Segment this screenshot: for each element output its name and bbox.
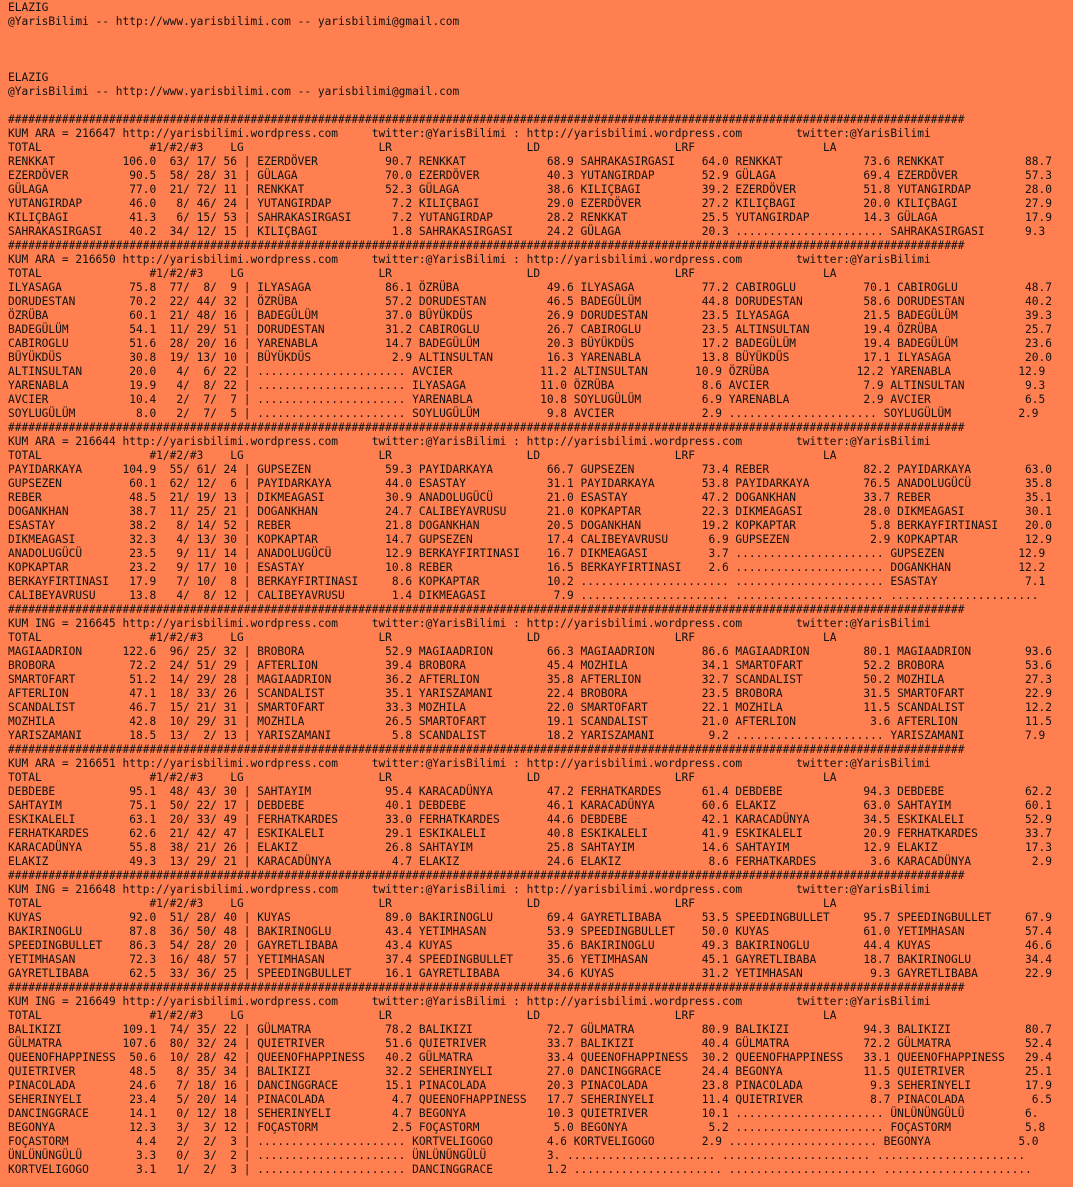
result-row: KOPKAPTAR 23.2 9/ 17/ 10 | ESASTAY 10.8 REBER 16.5 BERKAYFIRTINASI 2.6 ...................... DOGANKHAN 12.2 [8, 561, 1046, 574]
column-header-line: TOTAL #1/#2/#3 LG LR LD LRF LA [8, 267, 837, 280]
separator-line: ############################################################################################################################################## [8, 981, 965, 994]
result-row: BERKAYFIRTINASI 17.9 7/ 10/ 8 | BERKAYFIRTINASI 8.6 KOPKAPTAR 10.2 ...................... ...................... ESASTAY 7.1 [8, 575, 1046, 588]
result-row: EZERDÖVER 90.5 58/ 28/ 31 | GÜLAGA 70.0 EZERDÖVER 40.3 YUTANGIRDAP 52.9 GÜLAGA 69.4 EZERDÖVER 57.3 [8, 169, 1052, 182]
result-row: KORTVELIGOGO 3.1 1/ 2/ 3 | ...................... DANCINGGRACE 1.2 ...................... ...................... ...................... [8, 1163, 1032, 1176]
result-row: QUEENOFHAPPINESS 50.6 10/ 28/ 42 | QUEENOFHAPPINESS 40.2 GÜLMATRA 33.4 QUEENOFHAPPINESS 30.2 QUEENOFHAPPINESS 33.1 QUEENOFHAPPINESS 29.4 [8, 1051, 1052, 1064]
result-row: ÖZRÜBA 60.1 21/ 48/ 16 | BADEGÜLÜM 37.0 BÜYÜKDÜS 26.9 DORUDESTAN 23.5 ILYASAGA 21.5 BADEGÜLÜM 39.3 [8, 309, 1052, 322]
race-header-line: KUM ARA = 216647 http://yarisbilimi.wordpress.com twitter:@YarisBilimi : http://yarisbilimi.wordpress.com twitter:@YarisBilimi [8, 127, 931, 140]
result-row: KARACADÜNYA 55.8 38/ 21/ 26 | ELAKIZ 26.8 SAHTAYIM 25.8 SAHTAYIM 14.6 SAHTAYIM 12.9 ELAKIZ 17.3 [8, 841, 1052, 854]
result-row: DORUDESTAN 70.2 22/ 44/ 32 | ÖZRÜBA 57.2 DORUDESTAN 46.5 BADEGÜLÜM 44.8 DORUDESTAN 58.6 DORUDESTAN 40.2 [8, 295, 1052, 308]
result-row: PINACOLADA 24.6 7/ 18/ 16 | DANCINGGRACE 15.1 PINACOLADA 20.3 PINACOLADA 23.8 PINACOLADA 9.3 SEHERINYELI 17.9 [8, 1079, 1052, 1092]
blank-line [8, 99, 1073, 113]
result-row: RENKKAT 106.0 63/ 17/ 56 | EZERDÖVER 90.7 RENKKAT 68.9 SAHRAKASIRGASI 64.0 RENKKAT 73.6 RENKKAT 88.7 [8, 155, 1052, 168]
column-header-line: TOTAL #1/#2/#3 LG LR LD LRF LA [8, 897, 837, 910]
separator-line: ############################################################################################################################################## [8, 743, 965, 756]
result-row: DANCINGGRACE 14.1 0/ 12/ 18 | SEHERINYELI 4.7 BEGONYA 10.3 QUIETRIVER 10.1 ...................... ÜNLÜNÜNGÜLÜ 6. [8, 1107, 1039, 1120]
result-row: KILIÇBAGI 41.3 6/ 15/ 53 | SAHRAKASIRGASI 7.2 YUTANGIRDAP 28.2 RENKKAT 25.5 YUTANGIRDAP 14.3 GÜLAGA 17.9 [8, 211, 1052, 224]
result-row: DEBDEBE 95.1 48/ 43/ 30 | SAHTAYIM 95.4 KARACADÜNYA 47.2 FERHATKARDES 61.4 DEBDEBE 94.3 DEBDEBE 62.2 [8, 785, 1052, 798]
city-title: ELAZIG [8, 1, 49, 14]
column-header-line: TOTAL #1/#2/#3 LG LR LD LRF LA [8, 771, 837, 784]
result-row: YARISZAMANI 18.5 13/ 2/ 13 | YARISZAMANI 5.8 SCANDALIST 18.2 YARISZAMANI 9.2 ...................... YARISZAMANI 7.9 [8, 729, 1046, 742]
separator-line: ############################################################################################################################################## [8, 603, 965, 616]
result-row: BROBORA 72.2 24/ 51/ 29 | AFTERLION 39.4 BROBORA 45.4 MOZHILA 34.1 SMARTOFART 52.2 BROBORA 53.6 [8, 659, 1052, 672]
result-row: SEHERINYELI 23.4 5/ 20/ 14 | PINACOLADA 4.7 QUEENOFHAPPINESS 17.7 SEHERINYELI 11.4 QUIETRIVER 8.7 PINACOLADA 6.5 [8, 1093, 1052, 1106]
site-info-line: @YarisBilimi -- http://www.yarisbilimi.com -- yarisbilimi@gmail.com [8, 15, 460, 28]
result-row: BADEGÜLÜM 54.1 11/ 29/ 51 | DORUDESTAN 31.2 CABIROGLU 26.7 CABIROGLU 23.5 ALTINSULTAN 19.4 ÖZRÜBA 25.7 [8, 323, 1052, 336]
blank-line [8, 43, 1073, 57]
race-header-line: KUM ARA = 216644 http://yarisbilimi.wordpress.com twitter:@YarisBilimi : http://yarisbilimi.wordpress.com twitter:@YarisBilimi [8, 435, 931, 448]
result-row: SCANDALIST 46.7 15/ 21/ 31 | SMARTOFART 33.3 MOZHILA 22.0 SMARTOFART 22.1 MOZHILA 11.5 SCANDALIST 12.2 [8, 701, 1052, 714]
site-info-line: @YarisBilimi -- http://www.yarisbilimi.com -- yarisbilimi@gmail.com [8, 85, 460, 98]
result-row: YUTANGIRDAP 46.0 8/ 46/ 24 | YUTANGIRDAP 7.2 KILIÇBAGI 29.0 EZERDÖVER 27.2 KILIÇBAGI 20.0 KILIÇBAGI 27.9 [8, 197, 1052, 210]
result-row: ÜNLÜNÜNGÜLÜ 3.3 0/ 3/ 2 | ...................... ÜNLÜNÜNGÜLÜ 3. ...................... ...................... ...................... [8, 1149, 1026, 1162]
result-row: SAHRAKASIRGASI 40.2 34/ 12/ 15 | KILIÇBAGI 1.8 SAHRAKASIRGASI 24.2 GÜLAGA 20.3 ...................... SAHRAKASIRGASI 9.3 [8, 225, 1046, 238]
separator-line: ############################################################################################################################################## [8, 113, 965, 126]
separator-line: ############################################################################################################################################## [8, 239, 965, 252]
result-row: MOZHILA 42.8 10/ 29/ 31 | MOZHILA 26.5 SMARTOFART 19.1 SCANDALIST 21.0 AFTERLION 3.6 AFTERLION 11.5 [8, 715, 1052, 728]
result-row: MAGIAADRION 122.6 96/ 25/ 32 | BROBORA 52.9 MAGIAADRION 66.3 MAGIAADRION 86.6 MAGIAADRION 80.1 MAGIAADRION 93.6 [8, 645, 1052, 658]
result-row: BALIKIZI 109.1 74/ 35/ 22 | GÜLMATRA 78.2 BALIKIZI 72.7 GÜLMATRA 80.9 BALIKIZI 94.3 BALIKIZI 80.7 [8, 1023, 1052, 1036]
result-row: FOÇASTORM 4.4 2/ 2/ 3 | ...................... KORTVELIGOGO 4.6 KORTVELIGOGO 2.9 ...................... BEGONYA 5.0 [8, 1135, 1039, 1148]
result-row: DIKMEAGASI 32.3 4/ 13/ 30 | KOPKAPTAR 14.7 GUPSEZEN 17.4 CALIBEYAVRUSU 6.9 GUPSEZEN 2.9 KOPKAPTAR 12.9 [8, 533, 1052, 546]
blank-line [8, 57, 1073, 71]
result-row: GAYRETLIBABA 62.5 33/ 36/ 25 | SPEEDINGBULLET 16.1 GAYRETLIBABA 34.6 KUYAS 31.2 YETIMHASAN 9.3 GAYRETLIBABA 22.9 [8, 967, 1052, 980]
column-header-line: TOTAL #1/#2/#3 LG LR LD LRF LA [8, 449, 837, 462]
result-row: ANADOLUGÜCÜ 23.5 9/ 11/ 14 | ANADOLUGÜCÜ 12.9 BERKAYFIRTINASI 16.7 DIKMEAGASI 3.7 ...................... GUPSEZEN 12.9 [8, 547, 1046, 560]
race-header-line: KUM ARA = 216651 http://yarisbilimi.wordpress.com twitter:@YarisBilimi : http://yarisbilimi.wordpress.com twitter:@YarisBilimi [8, 757, 931, 770]
result-row: GUPSEZEN 60.1 62/ 12/ 6 | PAYIDARKAYA 44.0 ESASTAY 31.1 PAYIDARKAYA 53.8 PAYIDARKAYA 76.5 ANADOLUGÜCÜ 35.8 [8, 477, 1052, 490]
result-row: PAYIDARKAYA 104.9 55/ 61/ 24 | GUPSEZEN 59.3 PAYIDARKAYA 66.7 GUPSEZEN 73.4 REBER 82.2 PAYIDARKAYA 63.0 [8, 463, 1052, 476]
city-title: ELAZIG [8, 71, 49, 84]
result-row: CALIBEYAVRUSU 13.8 4/ 8/ 12 | CALIBEYAVRUSU 1.4 DIKMEAGASI 7.9 ...................... ...................... ...................... [8, 589, 1039, 602]
result-row: BEGONYA 12.3 3/ 3/ 12 | FOÇASTORM 2.5 FOÇASTORM 5.0 BEGONYA 5.2 ...................... FOÇASTORM 5.8 [8, 1121, 1046, 1134]
race-header-line: KUM ING = 216645 http://yarisbilimi.wordpress.com twitter:@YarisBilimi : http://yarisbilimi.wordpress.com twitter:@YarisBilimi [8, 617, 931, 630]
result-row: SMARTOFART 51.2 14/ 29/ 28 | MAGIAADRION 36.2 AFTERLION 35.8 AFTERLION 32.7 SCANDALIST 50.2 MOZHILA 27.3 [8, 673, 1052, 686]
separator-line: ############################################################################################################################################## [8, 869, 965, 882]
column-header-line: TOTAL #1/#2/#3 LG LR LD LRF LA [8, 1009, 837, 1022]
result-row: QUIETRIVER 48.5 8/ 35/ 34 | BALIKIZI 32.2 SEHERINYELI 27.0 DANCINGGRACE 24.4 BEGONYA 11.5 QUIETRIVER 25.1 [8, 1065, 1052, 1078]
result-row: AFTERLION 47.1 18/ 33/ 26 | SCANDALIST 35.1 YARISZAMANI 22.4 BROBORA 23.5 BROBORA 31.5 SMARTOFART 22.9 [8, 687, 1052, 700]
race-header-line: KUM ING = 216649 http://yarisbilimi.wordpress.com twitter:@YarisBilimi : http://yarisbilimi.wordpress.com twitter:@YarisBilimi [8, 995, 931, 1008]
blank-line [8, 29, 1073, 43]
result-row: YARENABLA 19.9 4/ 8/ 22 | ...................... ILYASAGA 11.0 ÖZRÜBA 8.6 AVCIER 7.9 ALTINSULTAN 9.3 [8, 379, 1046, 392]
result-row: ESASTAY 38.2 8/ 14/ 52 | REBER 21.8 DOGANKHAN 20.5 DOGANKHAN 19.2 KOPKAPTAR 5.8 BERKAYFIRTINASI 20.0 [8, 519, 1052, 532]
result-row: REBER 48.5 21/ 19/ 13 | DIKMEAGASI 30.9 ANADOLUGÜCÜ 21.0 ESASTAY 47.2 DOGANKHAN 33.7 REBER 35.1 [8, 491, 1052, 504]
result-row: ILYASAGA 75.8 77/ 8/ 9 | ILYASAGA 86.1 ÖZRÜBA 49.6 ILYASAGA 77.2 CABIROGLU 70.1 CABIROGLU 48.7 [8, 281, 1052, 294]
race-header-line: KUM ING = 216648 http://yarisbilimi.wordpress.com twitter:@YarisBilimi : http://yarisbilimi.wordpress.com twitter:@YarisBilimi [8, 883, 931, 896]
result-row: ALTINSULTAN 20.0 4/ 6/ 22 | ...................... AVCIER 11.2 ALTINSULTAN 10.9 ÖZRÜBA 12.2 YARENABLA 12.9 [8, 365, 1046, 378]
result-row: SPEEDINGBULLET 86.3 54/ 28/ 20 | GAYRETLIBABA 43.4 KUYAS 35.6 BAKIRINOGLU 49.3 BAKIRINOGLU 44.4 KUYAS 46.6 [8, 939, 1052, 952]
result-row: SOYLUGÜLÜM 8.0 2/ 7/ 5 | ...................... SOYLUGÜLÜM 9.8 AVCIER 2.9 ...................... SOYLUGÜLÜM 2.9 [8, 407, 1039, 420]
result-row: ELAKIZ 49.3 13/ 29/ 21 | KARACADÜNYA 4.7 ELAKIZ 24.6 ELAKIZ 8.6 FERHATKARDES 3.6 KARACADÜNYA 2.9 [8, 855, 1052, 868]
result-row: ESKIKALELI 63.1 20/ 33/ 49 | FERHATKARDES 33.0 FERHATKARDES 44.6 DEBDEBE 42.1 KARACADÜNYA 34.5 ESKIKALELI 52.9 [8, 813, 1052, 826]
separator-line: ############################################################################################################################################## [8, 421, 965, 434]
result-row: BAKIRINOGLU 87.8 36/ 50/ 48 | BAKIRINOGLU 43.4 YETIMHASAN 53.9 SPEEDINGBULLET 50.0 KUYAS 61.0 YETIMHASAN 57.4 [8, 925, 1052, 938]
result-row: AVCIER 10.4 2/ 7/ 7 | ...................... YARENABLA 10.8 SOYLUGÜLÜM 6.9 YARENABLA 2.9 AVCIER 6.5 [8, 393, 1046, 406]
result-row: KUYAS 92.0 51/ 28/ 40 | KUYAS 89.0 BAKIRINOGLU 69.4 GAYRETLIBABA 53.5 SPEEDINGBULLET 95.7 SPEEDINGBULLET 67.9 [8, 911, 1052, 924]
result-row: GÜLAGA 77.0 21/ 72/ 11 | RENKKAT 52.3 GÜLAGA 38.6 KILIÇBAGI 39.2 EZERDÖVER 51.8 YUTANGIRDAP 28.0 [8, 183, 1052, 196]
result-row: YETIMHASAN 72.3 16/ 48/ 57 | YETIMHASAN 37.4 SPEEDINGBULLET 35.6 YETIMHASAN 45.1 GAYRETLIBABA 18.7 BAKIRINOGLU 34.4 [8, 953, 1052, 966]
column-header-line: TOTAL #1/#2/#3 LG LR LD LRF LA [8, 631, 837, 644]
race-header-line: KUM ARA = 216650 http://yarisbilimi.wordpress.com twitter:@YarisBilimi : http://yarisbilimi.wordpress.com twitter:@YarisBilimi [8, 253, 931, 266]
result-row: SAHTAYIM 75.1 50/ 22/ 17 | DEBDEBE 40.1 DEBDEBE 46.1 KARACADÜNYA 60.6 ELAKIZ 63.0 SAHTAYIM 60.1 [8, 799, 1052, 812]
result-row: DOGANKHAN 38.7 11/ 25/ 21 | DOGANKHAN 24.7 CALIBEYAVRUSU 21.0 KOPKAPTAR 22.3 DIKMEAGASI 28.0 DIKMEAGASI 30.1 [8, 505, 1052, 518]
result-row: CABIROGLU 51.6 28/ 20/ 16 | YARENABLA 14.7 BADEGÜLÜM 20.3 BÜYÜKDÜS 17.2 BADEGÜLÜM 19.4 BADEGÜLÜM 23.6 [8, 337, 1052, 350]
result-row: GÜLMATRA 107.6 80/ 32/ 24 | QUIETRIVER 51.6 QUIETRIVER 33.7 BALIKIZI 40.4 GÜLMATRA 72.2 GÜLMATRA 52.4 [8, 1037, 1052, 1050]
result-row: FERHATKARDES 62.6 21/ 42/ 47 | ESKIKALELI 29.1 ESKIKALELI 40.8 ESKIKALELI 41.9 ESKIKALELI 20.9 FERHATKARDES 33.7 [8, 827, 1052, 840]
result-row: BÜYÜKDÜS 30.8 19/ 13/ 10 | BÜYÜKDÜS 2.9 ALTINSULTAN 16.3 YARENABLA 13.8 BÜYÜKDÜS 17.1 ILYASAGA 20.0 [8, 351, 1052, 364]
column-header-line: TOTAL #1/#2/#3 LG LR LD LRF LA [8, 141, 837, 154]
